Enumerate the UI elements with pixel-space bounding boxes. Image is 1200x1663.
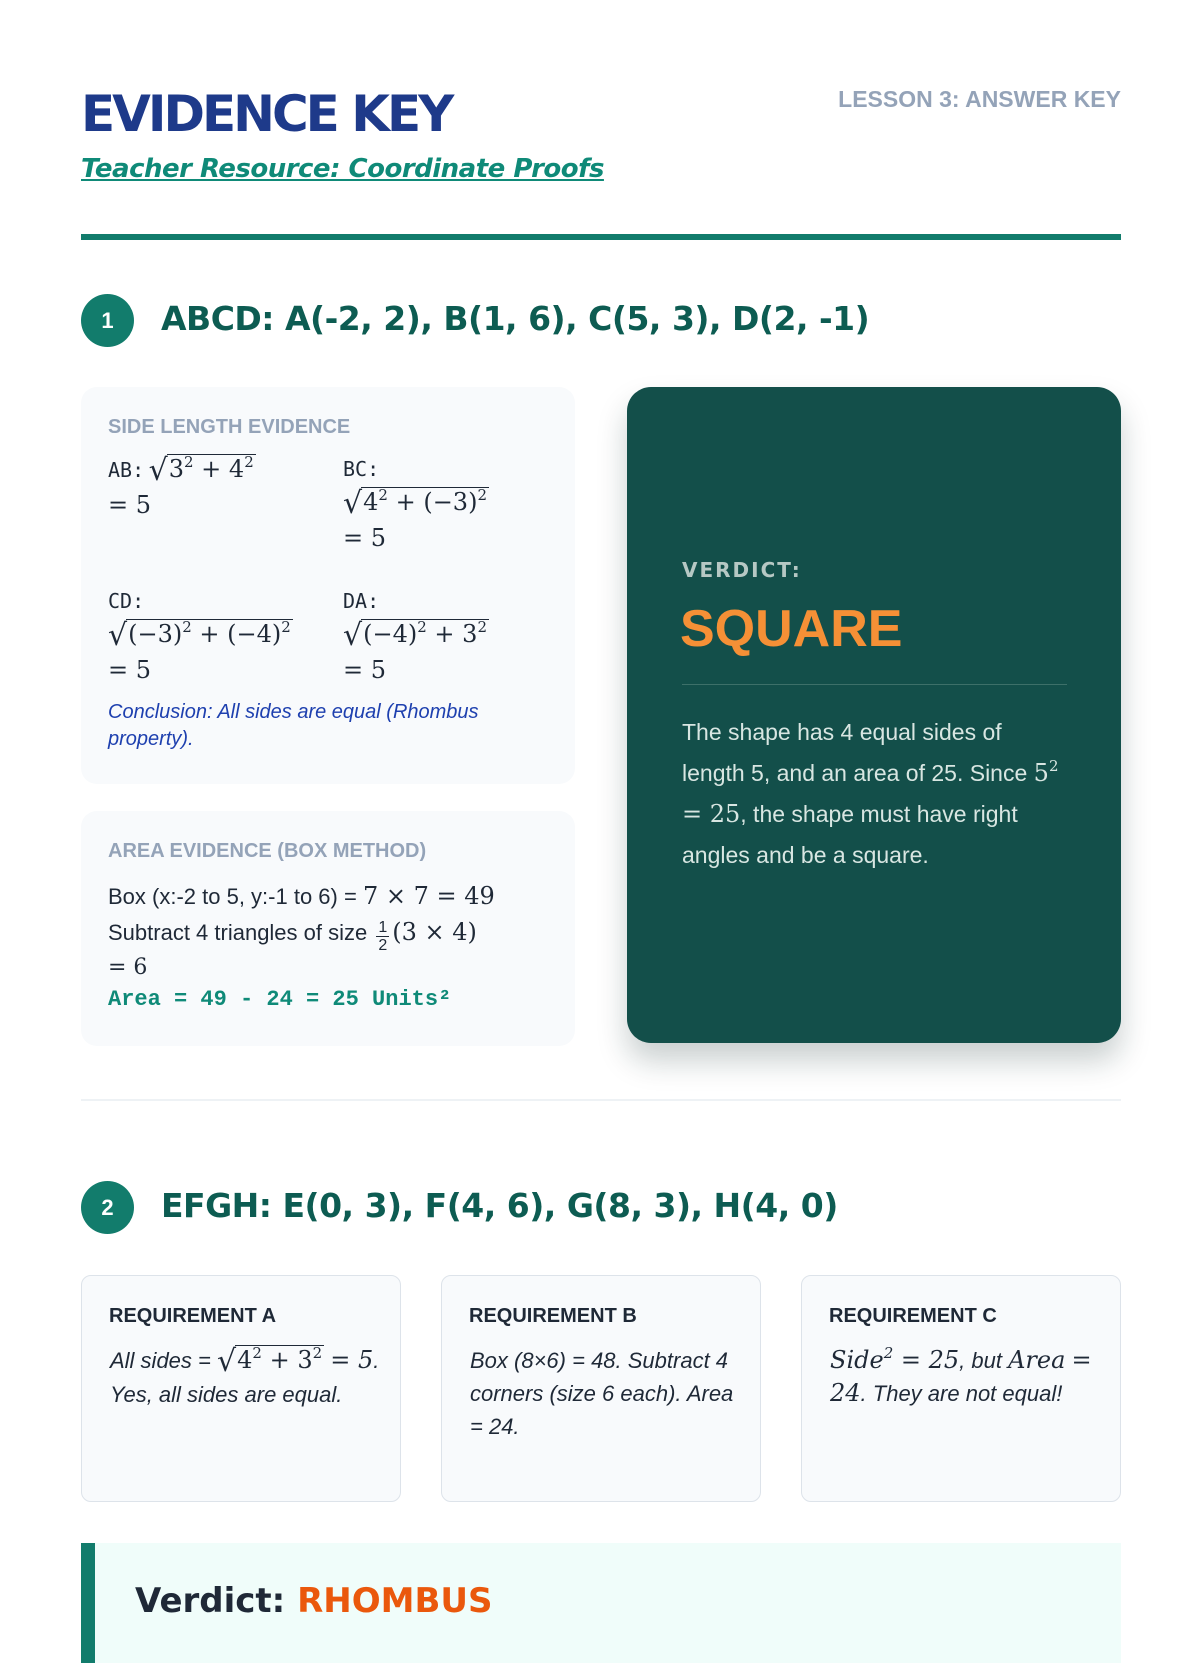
side-ab xyxy=(108,453,328,522)
requirement-text: Box (8×6) = 48. Subtract 4 corners (size 6 each). Area = 24. xyxy=(470,1348,734,1439)
side-name: CD: xyxy=(108,589,145,613)
banner-verdict: Verdict: RHOMBUS xyxy=(135,1581,493,1621)
section-number-badge: 1 xyxy=(81,294,134,347)
area-subtract-line: Subtract 4 triangles of size $\frac{1}{2}$ (3 × 4) xyxy=(108,918,477,954)
section-divider xyxy=(81,1099,1121,1101)
card-label: AREA EVIDENCE (BOX METHOD) xyxy=(108,840,427,862)
page-title: EVIDENCE KEY xyxy=(81,85,452,143)
sqrt-expression: $√(-4)^2 + 3^2$ xyxy=(343,618,487,653)
area-box-line: Box (x:-2 to 5, y:-1 to 6) = 7 × 7 = 49 xyxy=(108,882,495,910)
section-2-heading xyxy=(81,1178,1121,1234)
card-label: SIDE LENGTH EVIDENCE xyxy=(108,416,351,438)
requirement-text: All sides = $√4^2 + 3^2 = 5$. Yes, all sides are equal. xyxy=(110,1344,380,1407)
fraction: $\frac{1}{2}$ xyxy=(378,919,388,954)
verdict-banner xyxy=(81,1543,1121,1663)
requirement-label: REQUIREMENT A xyxy=(109,1305,277,1327)
sqrt-expression: $√3^2 + 4^2$ xyxy=(148,453,254,488)
requirement-c-card xyxy=(801,1275,1121,1502)
section-1-heading xyxy=(81,291,1121,347)
header xyxy=(81,84,1121,184)
answer-key-page xyxy=(81,0,1121,1621)
side-da xyxy=(343,585,563,687)
verdict-explanation: The shape has 4 equal sides of length 5, and an area of 25. Since $5^2 = 25$, the shape must have right angles and be a square. xyxy=(682,719,1059,868)
side-name: DA: xyxy=(343,589,380,613)
side-result: = 5 xyxy=(108,656,152,684)
side-result: = 5 xyxy=(343,656,387,684)
side-name: BC: xyxy=(343,457,380,481)
requirement-label: REQUIREMENT B xyxy=(469,1305,637,1327)
verdict-label: VERDICT: xyxy=(682,558,802,582)
side-result: = 5 xyxy=(343,524,387,552)
requirement-label: REQUIREMENT C xyxy=(829,1305,997,1327)
sqrt-expression: $√(-3)^2 + (-4)^2$ xyxy=(108,618,291,653)
side-result: = 5 xyxy=(108,491,152,519)
lesson-label: LESSON 3: ANSWER KEY xyxy=(838,86,1121,112)
side-cd xyxy=(108,585,328,687)
side-conclusion: Conclusion: All sides are equal (Rhombus property). xyxy=(108,701,479,750)
requirement-b-card xyxy=(441,1275,761,1502)
side-name: AB: xyxy=(108,458,145,482)
area-triangle-result: = 6 xyxy=(108,955,148,980)
sqrt-expression: $√4^2 + (-3)^2$ xyxy=(343,486,487,521)
verdict-card xyxy=(627,387,1121,1043)
verdict-divider xyxy=(682,684,1067,685)
area-evidence-card xyxy=(81,811,575,1046)
side-length-evidence-card xyxy=(81,387,575,784)
section-title: EFGH: E(0, 3), F(4, 6), G(8, 3), H(4, 0) xyxy=(161,1186,838,1225)
header-rule xyxy=(81,234,1121,240)
side-bc xyxy=(343,453,563,555)
verdict-value: SQUARE xyxy=(680,600,903,658)
page-subtitle: Teacher Resource: Coordinate Proofs xyxy=(81,154,604,184)
section-title: ABCD: A(-2, 2), B(1, 6), C(5, 3), D(2, -1) xyxy=(161,299,870,338)
requirement-a-card xyxy=(81,1275,401,1502)
section-number-badge: 2 xyxy=(81,1181,134,1234)
requirement-text: Side$^2$ = 25, but Area = 24. They are not equal! xyxy=(830,1344,1092,1407)
area-result: Area = 49 - 24 = 25 Units² xyxy=(108,987,452,1012)
